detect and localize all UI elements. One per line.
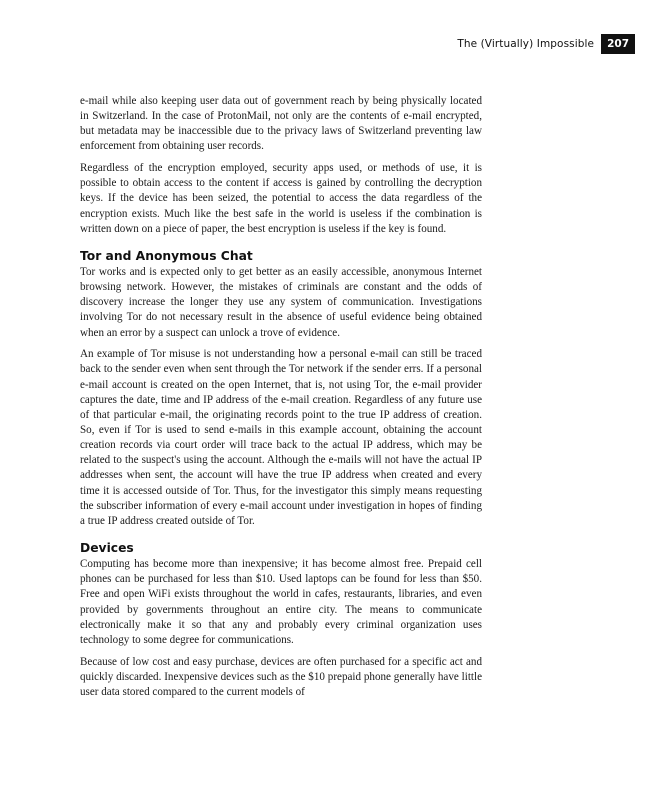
paragraph: Tor works and is expected only to get better as an easily accessible, anonymous Internet browsing network. However, the mistakes of criminals are constant and the odds of discovery increase the longer they use any system of communication. Investigations involving Tor do not necessary result in the absence of useful evidence being obtained when an error by a suspect can unlock a trove of evidence. [80,265,482,339]
paragraph: Regardless of the encryption employed, security apps used, or methods of use, it is possible to obtain access to the content if access is gained by controlling the decryption keys. If the device has been seized, the potential to access the data regardless of the encryption exists. Much like the best safe in the world is useless if the combination is written down on a piece of paper, the best encryption is useless if the key is found. [80,162,482,235]
running-header [457,34,635,54]
page-number: 207 [601,34,635,54]
paragraph: Because of low cost and easy purchase, devices are often purchased for a specific act and quickly discarded. Inexpensive devices such as the $10 prepaid phone generally have little user data stored compared to the current models of [80,655,482,698]
paragraph: e-mail while also keeping user data out of government reach by being physically located in Switzerland. In the case of ProtonMail, not only are the contents of e-mail encrypted, but metadata may be inaccessible due to the privacy laws of Switzerland preventing law enforcement from obtaining user records. [80,95,482,153]
section-heading-devices: Devices [80,541,134,556]
paragraph: Computing has become more than inexpensive; it has become almost free. Prepaid cell phones can be purchased for less than $10. Used laptops can be found for less than $50. Free and open WiFi exists throughout the world in cafes, restaurants, libraries, and even provided by governments throughout an entire city. The means to communicate electronically make it so that any and probably every criminal organization uses technology to some degree for communications. [80,558,482,646]
section-heading-tor: Tor and Anonymous Chat [80,248,253,263]
paragraph: An example of Tor misuse is not understanding how a personal e-mail can still be traced back to the sender even when sent through the Tor network if the sender errs. If a personal e-mail account is created on the open Internet, that is, not using Tor, the e-mail provider captures the date, time and IP address of the e-mail creation. Regardless of any future use of that particular e-mail, the originating records point to the true IP address of creation. So, even if Tor is used to send e-mails in this example account, obtaining the account creation records via court order will trace back to the actual IP address, which may be related to the suspect's using the account. Although the e-mails will not have the actual IP addresses when sent, the account will have the true IP address when created and every time it is accessed outside of Tor. Thus, for the investigator this simply means requesting the subscriber information of every e-mail account under investigation in hopes of finding a true IP address created outside of Tor. [80,348,482,527]
running-title: The (Virtually) Impossible [457,38,595,50]
body-text [80,94,482,706]
